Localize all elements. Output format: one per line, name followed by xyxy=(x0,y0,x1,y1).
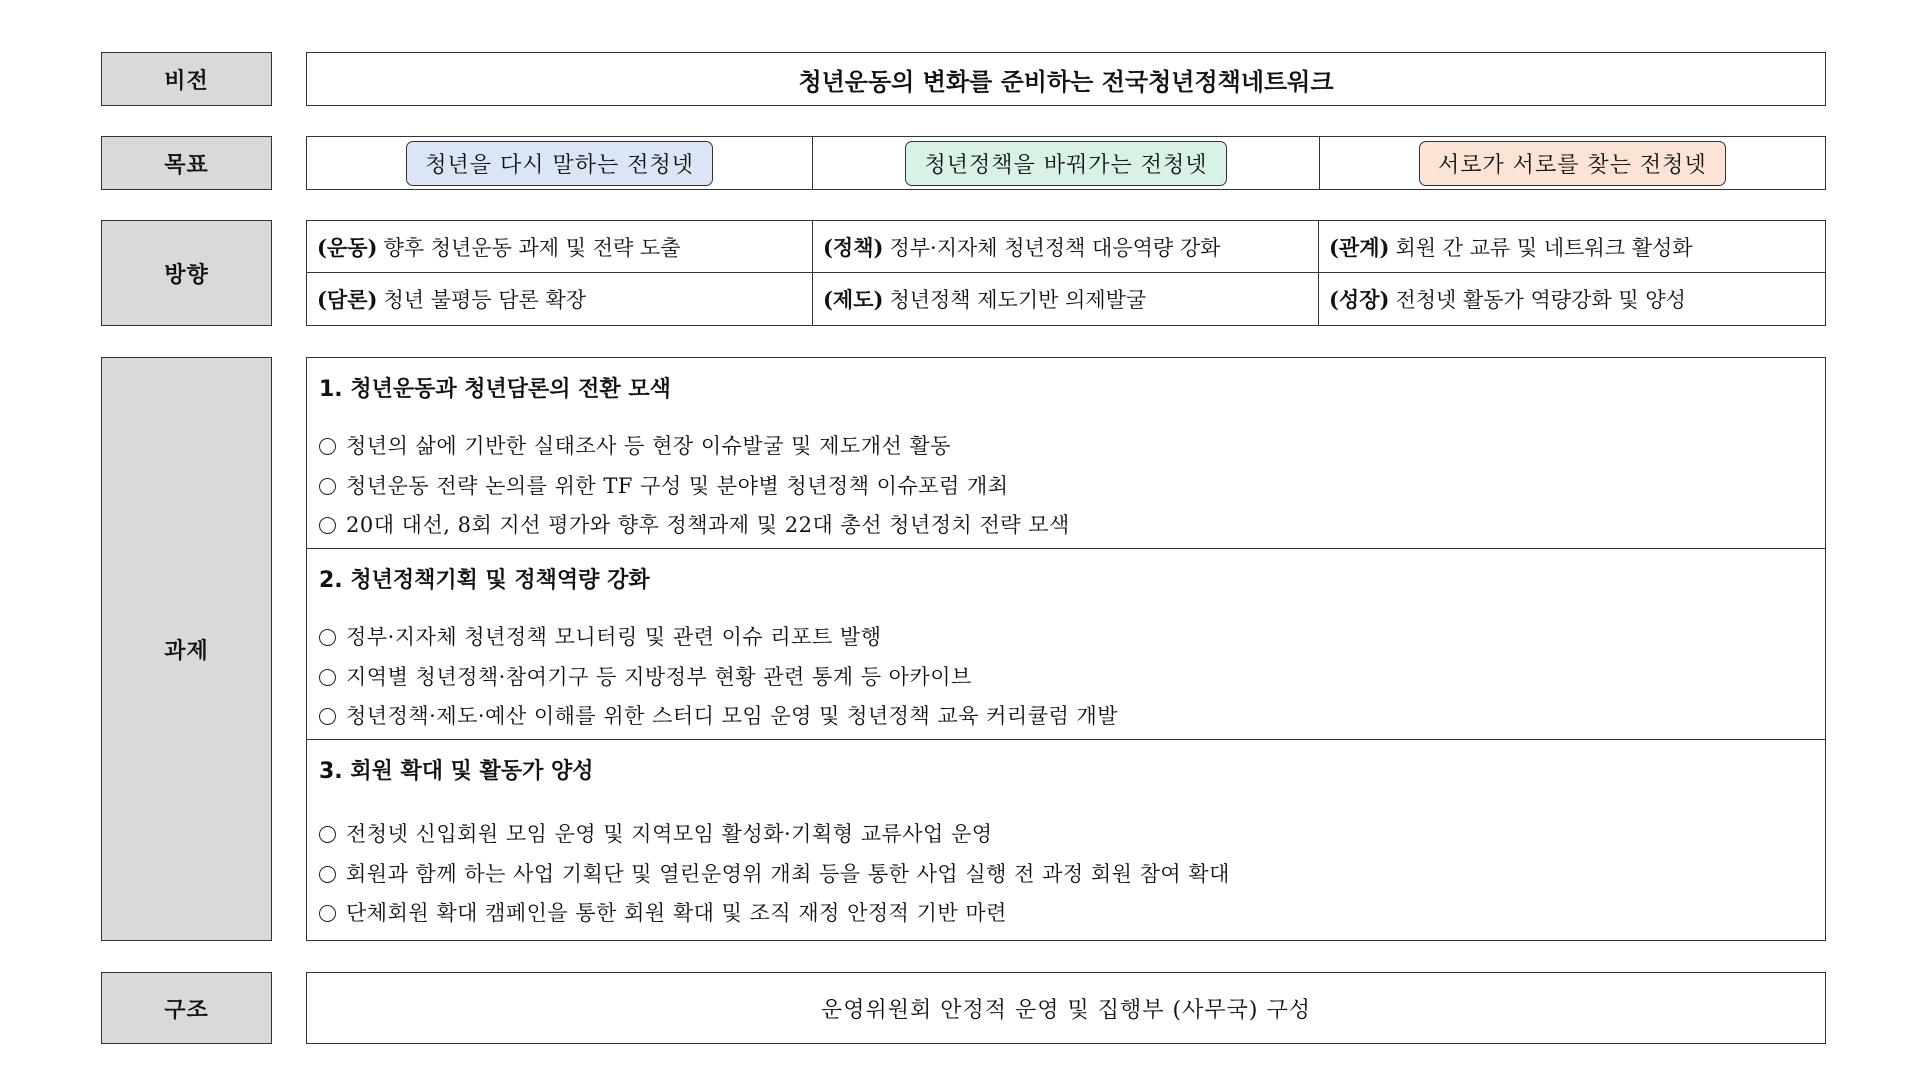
directions-label: 방향 xyxy=(101,220,272,326)
tasks-box xyxy=(306,357,1826,941)
task-item-text: 단체회원 확대 캠페인을 통한 회원 확대 및 조직 재정 안정적 기반 마련 xyxy=(346,901,1007,925)
circle-bullet-icon xyxy=(319,905,336,922)
task-item-text: 청년운동 전략 논의를 위한 TF 구성 및 분야별 청년정책 이슈포럼 개최 xyxy=(346,474,1009,498)
direction-cell-3 xyxy=(1319,221,1825,273)
goal-cell-3 xyxy=(1320,137,1825,189)
direction-cell-4 xyxy=(307,273,813,325)
task-section-title: 1. 청년운동과 청년담론의 전환 모색 xyxy=(319,377,671,402)
goals-box xyxy=(306,136,1826,190)
task-section-title: 3. 회원 확대 및 활동가 양성 xyxy=(319,759,594,784)
vision-box xyxy=(306,52,1826,106)
goal-pill-1: 청년을 다시 말하는 전청넷 xyxy=(406,141,713,186)
vision-row xyxy=(101,52,1826,106)
goal-cell-2 xyxy=(813,137,1319,189)
vision-text: 청년운동의 변화를 준비하는 전국청년정책네트워크 xyxy=(798,67,1334,96)
structure-label: 구조 xyxy=(101,972,272,1044)
direction-tag: (성장) xyxy=(1329,287,1390,312)
circle-bullet-icon xyxy=(319,866,336,883)
tasks-label: 과제 xyxy=(101,357,272,941)
circle-bullet-icon xyxy=(319,629,336,646)
task-item-text: 청년정책·제도·예산 이해를 위한 스터디 모임 운영 및 청년정책 교육 커리큘럼 개발 xyxy=(346,704,1119,728)
structure-text: 운영위원회 안정적 운영 및 집행부 (사무국) 구성 xyxy=(821,997,1311,1023)
goal-cell-1 xyxy=(307,137,813,189)
goals-label: 목표 xyxy=(101,136,272,190)
direction-text: 정부·지자체 청년정책 대응역량 강화 xyxy=(889,235,1221,260)
circle-bullet-icon xyxy=(319,826,336,843)
task-item xyxy=(319,509,1070,539)
circle-bullet-icon xyxy=(319,478,336,495)
circle-bullet-icon xyxy=(319,669,336,686)
circle-bullet-icon xyxy=(319,438,336,455)
task-item xyxy=(319,818,993,848)
task-item xyxy=(319,661,972,691)
task-item xyxy=(319,430,951,460)
task-item xyxy=(319,858,1230,888)
task-section-2 xyxy=(307,549,1825,740)
tasks-row xyxy=(101,357,1826,941)
circle-bullet-icon xyxy=(319,517,336,534)
direction-text: 전청넷 활동가 역량강화 및 양성 xyxy=(1395,288,1686,312)
goal-pill-2: 청년정책을 바꿔가는 전청넷 xyxy=(905,141,1226,186)
task-item-text: 회원과 함께 하는 사업 기획단 및 열린운영위 개최 등을 통한 사업 실행 전 과정 회원 참여 확대 xyxy=(346,862,1230,886)
task-item xyxy=(319,470,1009,500)
structure-row xyxy=(101,972,1826,1044)
directions-box xyxy=(306,220,1826,326)
task-item-text: 지역별 청년정책·참여기구 등 지방정부 현황 관련 통계 등 아카이브 xyxy=(346,665,972,689)
direction-cell-1 xyxy=(307,221,813,273)
vision-label: 비전 xyxy=(101,52,272,106)
task-section-title: 2. 청년정책기획 및 정책역량 강화 xyxy=(319,568,650,593)
goals-row xyxy=(101,136,1826,190)
direction-cell-5 xyxy=(813,273,1319,325)
task-item-text: 청년의 삶에 기반한 실태조사 등 현장 이슈발굴 및 제도개선 활동 xyxy=(346,434,952,458)
directions-row xyxy=(101,220,1826,326)
direction-cell-6 xyxy=(1319,273,1825,325)
task-item-text: 정부·지자체 청년정책 모니터링 및 관련 이슈 리포트 발행 xyxy=(346,625,882,649)
direction-text: 향후 청년운동 과제 및 전략 도출 xyxy=(383,235,681,260)
goal-pill-3: 서로가 서로를 찾는 전청넷 xyxy=(1419,141,1726,186)
task-item xyxy=(319,621,881,651)
direction-cell-2 xyxy=(813,221,1319,273)
direction-tag: (운동) xyxy=(317,234,378,260)
direction-text: 청년 불평등 담론 확장 xyxy=(383,288,587,312)
task-item-text: 20대 대선, 8회 지선 평가와 향후 정책과제 및 22대 총선 청년정치 전략 모색 xyxy=(346,513,1070,537)
direction-text: 청년정책 제도기반 의제발굴 xyxy=(889,288,1147,312)
direction-tag: (관계) xyxy=(1329,234,1390,260)
direction-tag: (제도) xyxy=(823,287,884,312)
direction-text: 회원 간 교류 및 네트워크 활성화 xyxy=(1395,235,1693,260)
task-item xyxy=(319,700,1118,730)
task-section-1 xyxy=(307,358,1825,549)
task-item-text: 전청넷 신입회원 모임 운영 및 지역모임 활성화·기획형 교류사업 운영 xyxy=(346,822,993,846)
task-item xyxy=(319,897,1007,927)
task-section-3 xyxy=(307,740,1825,940)
structure-box xyxy=(306,972,1826,1044)
direction-tag: (담론) xyxy=(317,287,378,312)
direction-tag: (정책) xyxy=(823,234,884,260)
circle-bullet-icon xyxy=(319,708,336,725)
